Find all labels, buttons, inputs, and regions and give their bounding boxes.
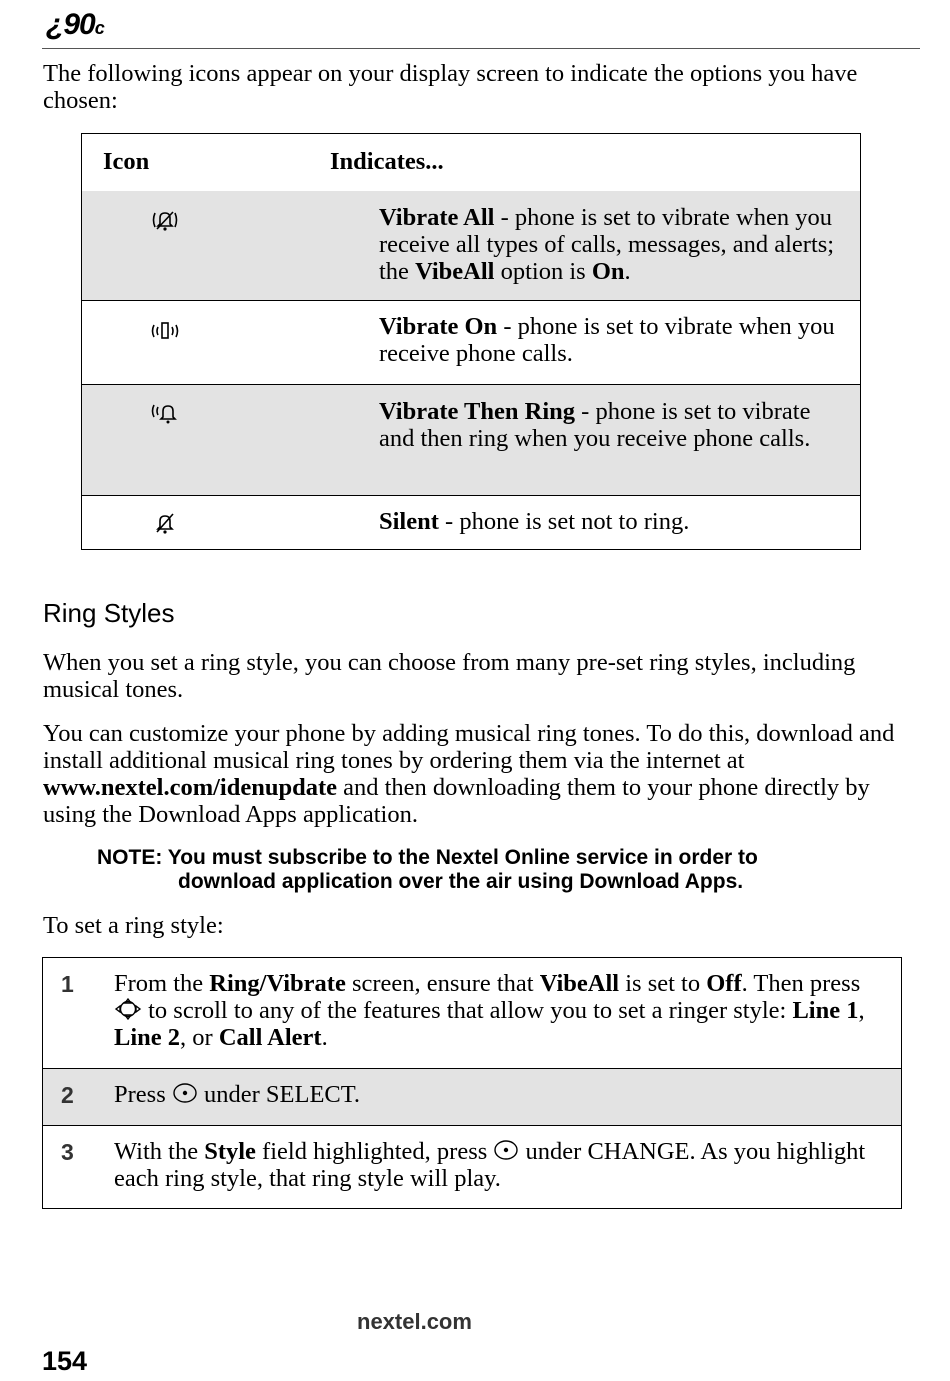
vibrate-all-term: Vibrate All bbox=[379, 204, 495, 231]
page-number: 154 bbox=[42, 1346, 88, 1376]
step-2-text-2: under SELECT. bbox=[197, 1081, 361, 1108]
note-line-1: NOTE: You must subscribe to the Nextel Online service in order to bbox=[97, 846, 758, 869]
vibrate-on-description bbox=[379, 313, 849, 367]
note-line-2: download application over the air using Download Apps. bbox=[178, 870, 744, 893]
step-1-text-6: , bbox=[858, 997, 865, 1024]
select-key-icon bbox=[172, 1081, 198, 1105]
step-text bbox=[114, 970, 889, 1051]
step-row bbox=[43, 1125, 901, 1208]
vibrate-all-text-3: . bbox=[624, 258, 631, 285]
off-term: Off bbox=[706, 970, 742, 997]
step-1-text-7: , or bbox=[180, 1024, 219, 1051]
vibeall-term: VibeAll bbox=[539, 970, 620, 997]
step-1-text-1: From the bbox=[114, 970, 210, 997]
step-number: 3 bbox=[61, 1139, 74, 1165]
ring-styles-paragraph-2 bbox=[43, 720, 903, 828]
select-key-icon bbox=[493, 1138, 519, 1162]
vibrate-on-icon bbox=[150, 318, 180, 344]
step-row bbox=[43, 1068, 901, 1125]
step-1-text-2: screen, ensure that bbox=[345, 970, 540, 997]
note-block bbox=[97, 846, 877, 894]
vibrate-then-ring-description bbox=[379, 398, 849, 452]
icon-row-vibrate-all bbox=[82, 191, 860, 300]
ring-styles-paragraph-1: When you set a ring style, you can choose from many pre-set ring styles, including musical tones. bbox=[43, 649, 856, 703]
vibrate-all-icon bbox=[150, 207, 180, 233]
step-1-text-8: . bbox=[321, 1024, 328, 1051]
vibrate-then-ring-text: - phone is set to vibrate and then ring when you receive phone calls. bbox=[379, 398, 811, 452]
vibrate-all-description bbox=[379, 204, 849, 285]
paragraph-2-text-b: and then downloading them to your phone directly by using the Download Apps application. bbox=[43, 774, 870, 828]
on-term: On bbox=[591, 258, 625, 285]
paragraph-2-text-a: You can customize your phone by adding musical ring tones. To do this, download and install additional musical ring tones by ordering them via the internet at bbox=[43, 720, 895, 774]
vibrate-on-text: - phone is set to vibrate when you receive phone calls. bbox=[379, 313, 835, 367]
step-number: 1 bbox=[61, 971, 74, 997]
icon-table bbox=[81, 133, 861, 550]
intro-paragraph: The following icons appear on your display screen to indicate the options you have chosen: bbox=[43, 60, 858, 114]
silent-term: Silent bbox=[379, 508, 439, 535]
icon-row-vibrate-on bbox=[82, 300, 860, 384]
step-row bbox=[43, 958, 901, 1068]
step-1-text-4: . Then press bbox=[741, 970, 861, 997]
icon-row-silent bbox=[82, 495, 860, 549]
step-3-text-3: under CHANGE. As you highlight each ring style, that ring style will play. bbox=[114, 1138, 866, 1192]
icon-table-header bbox=[82, 134, 860, 192]
col-header-indicates: Indicates... bbox=[330, 148, 444, 175]
step-1-text-5: to scroll to any of the features that allow you to set a ringer style: bbox=[142, 997, 793, 1024]
step-text bbox=[114, 1138, 889, 1192]
vibeall-term: VibeAll bbox=[415, 258, 495, 285]
line-2-term: Line 2 bbox=[114, 1024, 181, 1051]
logo-main: ¿90 bbox=[46, 8, 95, 41]
vibrate-on-term: Vibrate On bbox=[379, 313, 498, 340]
silent-icon bbox=[150, 510, 180, 536]
style-term: Style bbox=[204, 1138, 256, 1165]
step-3-text-1: With the bbox=[114, 1138, 205, 1165]
vibrate-all-text-2: option is bbox=[494, 258, 592, 285]
steps-table bbox=[42, 957, 902, 1209]
update-url-link[interactable]: www.nextel.com/idenupdate bbox=[43, 774, 337, 801]
silent-description bbox=[379, 508, 849, 535]
icon-row-vibrate-then-ring bbox=[82, 384, 860, 495]
to-set-ring-style: To set a ring style: bbox=[43, 912, 224, 939]
logo-sub: c bbox=[94, 18, 104, 38]
product-logo bbox=[46, 8, 104, 42]
step-3-text-2: field highlighted, press bbox=[255, 1138, 494, 1165]
step-text bbox=[114, 1081, 889, 1108]
vibrate-all-text-1: - phone is set to vibrate when you receive all types of calls, messages, and alerts; the bbox=[379, 204, 835, 285]
vibrate-then-ring-term: Vibrate Then Ring bbox=[379, 398, 576, 425]
footer-site: nextel.com bbox=[357, 1309, 472, 1334]
call-alert-term: Call Alert bbox=[218, 1024, 322, 1051]
step-number: 2 bbox=[61, 1082, 74, 1108]
step-2-text-1: Press bbox=[114, 1081, 172, 1108]
line-1-term: Line 1 bbox=[792, 997, 859, 1024]
section-heading: Ring Styles bbox=[43, 598, 175, 628]
vibrate-then-ring-icon bbox=[150, 399, 180, 425]
step-1-text-3: is set to bbox=[619, 970, 707, 997]
ring-vibrate-term: Ring/Vibrate bbox=[209, 970, 346, 997]
navigation-key-icon bbox=[114, 997, 142, 1021]
header-divider bbox=[42, 48, 920, 49]
col-header-icon: Icon bbox=[103, 148, 150, 175]
silent-text: - phone is set not to ring. bbox=[438, 508, 690, 535]
